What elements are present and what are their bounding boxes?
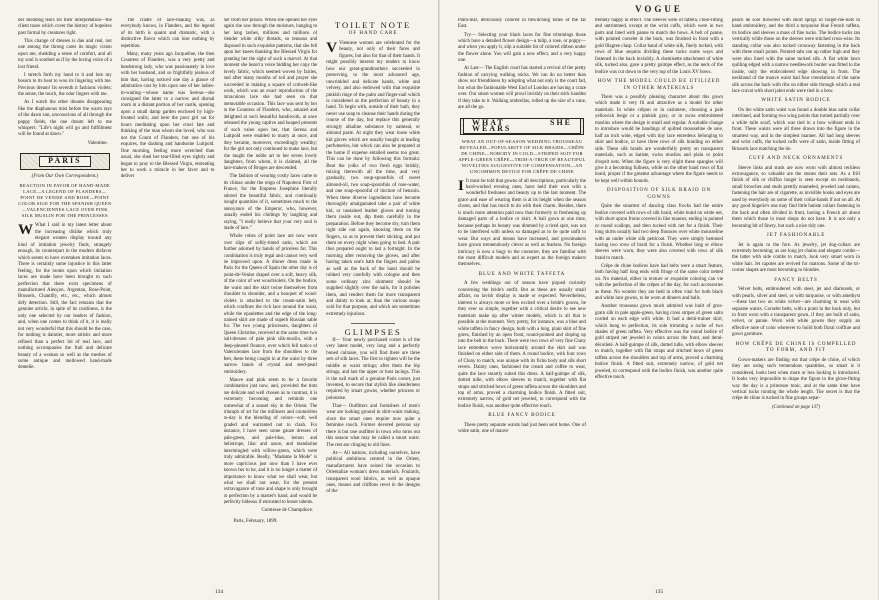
paragraph: If— Your newly purchased corset is of the very latest model, very long and a perfectly boned cuirasse, you will find there are three sets of silk laces. The first to tighten will be the middle or waist strings; after them the hip strings, and last the upper or bust lacings. This is the nail mark of a genuine Paris corset, just invented, to secure that stylish like slenderness required by smart gowns, whether princess or polonaise.	[326, 337, 420, 401]
left-column-2	[121, 18, 215, 580]
left-column-3	[224, 18, 318, 580]
paragraph: The fashion of wearing costly laces came to its climax under the reign of Napoleon First of France, for the Empress Josephine literally adored the beautiful fabric, and continually bought quantities of it, sometimes much to the annoyance of the Emperor, who, however, usually ended his chidings by laughing and saying, "I really believe that your very soul is made of lace."	[223, 174, 318, 232]
paragraph: Sleeve links and studs are now worn with almost reckless extravagance, so valuable are the stones their sets. As a frill finish of silk or chiffon longer is seen except on neckbands, small brooches and studs prettily enameled, jeweled and cameo, fastening the hair are of cigarette, as invisible hooks and eyes are used by everybody on some of their collar-bands if not on all. At any good lingerie's one may find little batiste collars fastening in the back and often divided in front, having a French air about them which those in most shops do not have. It is not only a becoming bit of finery, but such a nice tidy one.	[732, 165, 860, 229]
paragraph: At Last— The English court has started a revival of the pretty fashion of carrying walking sticks. We can do no better than show our friendliness by adopting what not only is the court fad, but what the fashionable West End of London are having a craze over. Our smart women will prowl lavishly on their stick handles if they take to it. Walking umbrellas, rolled up the size of a cane, are all the go.	[458, 66, 586, 111]
paragraph: Whole robes of point lace are now worn over slips of softly-tinted satin, which are further adorned by bands of priceless fur. This combination is truly regal and cannot very well be improved upon. A dinner dress made in Paris for the Queen of Spain the other day is of point-de-Venise draped over a soft, heavy silk, of the color of wet woodviolets. On the bodice, the waist and the skirt twine themselves from shoulder to shoulder, and a bouquet of wood-violets is attached to the cream-satin belt, which confines the rich lace around the waist, while the epaulettes and the edge of the long-trained skirt are made of superb Russian sable fur. The two young princesses, daughters of Queen Christine, received at the same time two ball-dresses of pale pink silk-muslin, with a deep-pleated flounce, over which fell tunics of Valenciennes lace from the shoulders to the feet, these being caught in at the waist by three narrow bands of crystal and seed-pearl embroidery.	[223, 234, 318, 375]
paragraph: Many, many years ago Jacqueline, the then Countess of Flanders, was a very pretty and headstrong lady, who was passionately in love with her husband, and so frightfully jealous of him that, having noticed one day a glance of admiration cast by him upon one of her ladies-in-waiting—whose name was Serena—she consigned the latter to a narrow and dismal room in a distant portion of her castle, opening upon a small damp garden enclosed by high-fronted walls; and here the poor girl sat for hours meditating upon her cruel fate and thinking of the man whom she loved, who was not the Count of Flanders, but one of his esquires, the dashing and handsome Luitpold. One morning, feeling more wretched than usual, she shed her tear-filled eyes rightly and began to pray to the Blessed Virgin, entreating her to work a miracle in her favor and to deliver	[120, 51, 215, 180]
section-title-silk-braid: DISPOSITION OF SILK BRAID ON GOWNS	[606, 188, 712, 200]
divider	[351, 323, 395, 324]
section-title-white-satin: WHITE SATIN BODICE	[761, 98, 831, 104]
paragraph: Another trousseau gown much admired was built of gros-grain silk in pale apple-green, having cross stripes of green satin corded on each edge with white. It had a demi-trainer skirt, which hung to perfection, its sole trimming a ruche of two shades of green taffeta. Very effective was the round bodice of gold striped net jeweled in colors across the front, and demi-décolleté. A half-guimpe of silk, dotted tulle, with elbow sleeves to match, together with flat straps and stitched bows of green taffeta across the shoulders and top of arms, proved a charming bodice finish. A fitted suit, extremely narrow, of gold net jeweled, to correspond with the bodice finish, was another quite effective touch.	[595, 304, 723, 381]
section-title-crepe-de-chine: HOW CRÊPE DE CHINE IS COMPELLED TO FORM, AND FIT	[735, 341, 857, 354]
paragraph	[18, 223, 112, 371]
right-column-3	[732, 18, 860, 580]
left-column-1	[18, 18, 112, 580]
blue-fancy-bodice-title: BLUE FANCY BODICE	[488, 413, 556, 419]
left-page-columns	[18, 18, 420, 580]
paragraph: There was a possibly pleasing character about this gown which made it very fit and attractive as a model for other materials. In white crêpon or in cashmere, choosing a pale yellowish beige or a pinkish gray, or in swiss embroidered muslins where the design is small and regular. A suitable change to introduce would be bandings of quilted mousseline de soie, half an inch wide, edged with tiny lace entredeux belonging to skirt and bodice, or have three rows of silk braiding on either side. These silk braids are wonderfully pretty on transparent materials, such as batiste, swiss muslins and plain or point d'esprit nets. When the figure is very slight these spangles will give it a becoming fullness, while on the other hand rows of flat braid, proper if the greatest advantage where the figure needs to be kept well within bounds.	[595, 94, 723, 184]
section-title-cuff-neck: CUFF AND NECK ORNAMENTS	[748, 156, 844, 162]
section-title-utilized: HOW THE MODEL COULD BE UTILIZED IN OTHER MATERIALS	[597, 79, 721, 91]
paragraph: On the white satin waist was found a double bias satin collar interlined, and forming two wing points that turned partially over a white tulle scarf, which was tied in a bow without ends in front. These waists were all three drawn into the figure in the smartest way, and in the simplest manner. All had long sleeves and wrist cuffs, the tucked cuffs were of satin, inside fitting of Brussels lace matching the tie.	[732, 107, 860, 152]
correspondent-line: (From Our Own Correspondent.)	[31, 173, 99, 179]
paragraph-text: What I said in my latest letter about the increasing dislike which truly elegant women display toward any kind of imitation jewelry finds, strangely enough, its counterpart in the modern disfavor which seems to have overtaken imitation laces. There is certainly some injustice in this latter feeling, for the looms upon which imitation laces are made have been brought to such perfection that there exist specimens of manufactured Alençon, Argentan, Rose-Point, Brussels, Chantilly, etc., etc., which almost defy detection. Still, the fact remains that the genuine article, in spite of its costliness, is the only one selected by our leaders of fashion, and, when one comes to think of it, it is really not very wonderful that this should be the case, for nothing is daintier, more artistic and more refined than a perfect bit of real lace, and nothing accompanies the frail and delicate beauty of a woman so well as the meshes of some antique and mellowed hand-made dentelle.	[18, 223, 112, 371]
paragraph	[458, 179, 586, 269]
paragraph: A few weddings out of season have piqued curiosity concerning the bride's outfit. But as these are usually small affairs, no lavish display is made or expected. Nevertheless, interest is always more or less excited over a bride's gowns, be they ever so simple, together with a critical desire to see new materials make up after winter models, which is all that is possible at the moment. Very pretty, for instance, was a blue and white taffeta in fancy design, built with a long, plain skirt of fine gores, finished by an open front, round-pointed and sloping up into the belt in the back. There were two rows of very fine Cluny lace entredeux wove horizontally around the skirt and was finished on either side of them. A round bodice, with four rows of Cluny to match, was unique with its fichu body and silk short revers. Dainty ones, fashioned the cream and coffee to wear, quite the lace smartly suited this dress. A half-guimpe of silk, dotted tulle, with elbow sleeves to match, together with flat straps and stitched bows of green taffeta across the shoulders and top of arms, proved a charming bodice finish. A fitted suit, extremely narrow, of gold net jeweled, to correspond with the bodice finish, was another quite effective touch.	[458, 281, 586, 409]
dropcap: W	[18, 222, 33, 239]
right-page	[439, 0, 878, 600]
paragraph: At— All nations, including ourselves, have political ambitions centred in the Orient, manufacturers have seized the occasion to Orientalize woman's dress materials. Foulards, transparent wool fabrics, as well as opaque ones, tissues and chiffons revel in the designs of the	[326, 450, 420, 495]
continued-note: (Continued on page 137)	[771, 404, 821, 410]
paragraph: Crêpe de chine bodices have had belts were a smart feature, both having half long ends with fringe of the same color netted on. No material, either in texture or exquisite coloring can vie with the perfection of the crêpes of the day, for such accessories as these. No wonder they are held in often vital for both black and white lace gowns, to be worn at dinners and balls.	[595, 263, 723, 302]
paragraph-text: It must be told that gowns of all descriptions, particularly the hard-worked evening ones, have held their own with a wonderful freshness and beauty up to the last moment. The grace and ease of wearing them is at its height when the season closes, and that has much to do with their charm. Besides, there is much more attention paid now than formerly to freshening up damaged parts of a bodice or skirt. A ball gown at one time, because perhaps its beauty was dimmed by a tired spot, was not to be interfered with unless so damaged as to be quite unfit to wear. But ways and means have increased, and gownmakers have grown tremendously clever as well as fearless. No foreign intricacy is now a bogy to the couturier, they are familiar with the most difficult models and as expert as the foreign makers themselves.	[458, 178, 586, 268]
paragraph: The cradle of lace-making was, as everybody knows, in Flanders, and the legend of its birth is quaint and dramatic, with a distinctive flavor which can lose nothing by repetition.	[120, 18, 215, 49]
paragraph: Quite the smartest of dancing class frocks had the entire bodice covered with rows of silk braid, white braid on white net, with short apron fronts covered in like manner, ending in pointed or round scallops, and then tucked with net for a finish. Their long skirts usually had two deep flounces over white mousseline with an under white silk petticoat. They were simply hemmed having two rows of braid for a finish. Whether long or elbow sleeves were worn, they were also covered with rows of silk braid to match.	[595, 204, 723, 261]
paris-summary-caps: REACTION IN FAVOR OF HAND-MADE LACE—A LEGEND OF FLANDERS—POINT DE VENISE AND ROSE—POINT COLOR SIGE FOR THE SPANISH QUEEN—VALENCIENNES LACE OVER PINK SILK MUSLIN FOR THE PRINCESSES	[18, 183, 112, 219]
toilet-note-title: TOILET NOTE	[335, 20, 412, 30]
page-number-right: 135	[654, 589, 664, 595]
paragraph: tremely happy in effect. The sleeves were of taffeta, close-fitting and untrimmed, except at the wrist cuffs, which were in two parts and lined with panne to match the bows. A belt of panne, with pointed corselet in the back, was finished in front with a gold filagree clasp. Collar band of white silk, finely tucked, with rows of blue sequins dividing these tucks some ways and fastened in the back invisibly. A chemisette attachment of white silk, tucked also, gave a pretty guimpe effect, as the neck of the bodice was cut down to the very top of the Louis XV bows.	[595, 18, 723, 75]
paragraph: Velvet belts, embroidered with steel, jet and diamonds, or with pearls, silver and steel, or with turquoise, or with amethyst—these last two on white velvet—are charming to wear with separate waists. Corselet belts, with a point in the back only, but in front worn with a transparent gown, if they are built of satin, velvet, or panne. Worn with white gowns they supply an effective note of color wherever to build both floral coiffure and gown garniture.	[732, 287, 860, 338]
paragraph: Gown-makers are finding out that crêpe de chine, of which they are using such tremendous quantities, so smart is it considered, looks best when more or less looking is introduced. It looks very impossible to drape the figure in the glove-fitting way the day is a princesse tunic, and at the same time have vertical tucks running the whole length. The secret is that the crêpe de chine is tucked in fine groups separ-	[732, 357, 860, 402]
what-she-wears-summary: WHAT AN OUT-OF-SEASON WEDDING TROUSSEAU REVEALED—POPULARITY OF SILK BRAIDS—CRÊPE DE CHINE—NOBODY IN COLD—STRIPED SUIT FOR APPLE-GREEN CRÊPE—TRIM-A-TRUB OF BEAUTIFUL NOVELTIES SUGGESTIVE OF COMPENSATION—AN UNCOMMON DEVICE FOR CRÊPE DE CHINE	[458, 138, 586, 174]
vogue-masthead: VOGUE	[635, 4, 683, 14]
blue-white-taffeta-title: BLUE AND WHITE TAFFETA	[478, 271, 566, 277]
paragraph: This change of dresses is due and real, not one among the throng cares its magic vision upon me, shedding a sense of comfort, and all my soul is soothed as if by the loving voice of a lost friend.	[18, 38, 112, 70]
right-column-2	[595, 18, 723, 580]
left-page	[0, 0, 439, 600]
dropcap: V	[326, 39, 338, 56]
signature-valentine: Valentine.	[87, 140, 108, 146]
what-she-wears-heading: WHAT SHE WEARS	[463, 118, 581, 135]
paragraph: I stretch forth my hand to it and lure my bosom to its heat to woo its lingering with me. Precious dream! Its seventh it fashions violets; the sense, the touch, the odor lingers with me.	[18, 72, 112, 98]
paragraph: Palm-leaf, deliciously colored in bewitching tones of the far East.	[458, 18, 586, 30]
paragraph: That— Outfitters and furnishers of men's wear are looking ground in shirt-waist making, since the smart ones require now quite a feminine touch. Former devoted persons say there is but one outfitter in town who turns out this season what may be called a smart waist. The rest are clinging to old lines.	[326, 403, 420, 448]
paragraph: Mauve and pink seem to be a favorite combination just now, and, provided the tints are delicate and well chosen as to contrast, it is extremely becoming and reminds one somewhat of a sunset sky in the Orient. The triumph of art for the milliners and couturières to-day is the blending of colors—soft, well graded and warranted not to clash. For instance, I have seen some gauze dresses of pale-green, and pale-blue, lemon and heliotrope, lilac and azure, and mandarine intermingled with willow-green, which were truly admirable. Really, "Madame la Mode" is more capricious just now than I have ever known her to be, and it is no longer a matter of importance to know what we shall wear, but what we shall not wear, for the present extravagance of tone and shape is only brought to perfection by a master's hand, and would be perfectly hideous if entrusted to lesser talents.	[223, 377, 318, 506]
left-column-4	[326, 18, 420, 580]
what-she-wears-ornament	[460, 118, 584, 135]
signature-champdoce: Comtesse de Champdoce.	[261, 508, 314, 514]
paragraph: Jet is again to the fore. As jewelry, jet dog-collars are extremely becoming; as are long jet chains and elegant combs—the latter with side combs to match, look very smart worn in white hair. Jet capotes are revived for matrons. Some of the tri-corner shapes are most becoming to blondes.	[732, 242, 860, 274]
section-title-fancy-belts: FANCY BELTS	[774, 277, 818, 283]
paris-heading-ornament	[20, 153, 110, 170]
section-title-jet: JET FASHIONABLE	[766, 233, 826, 239]
paragraph	[326, 41, 420, 318]
toilet-note-subtitle: OF HAND CARE	[348, 31, 398, 37]
dropcap: I	[458, 177, 464, 194]
glimpses-title: GLIMPSES	[344, 327, 402, 338]
paragraph: These pretty separate waists had just been sent home. One of white satin, one of mauve	[458, 422, 586, 435]
right-column-1	[458, 18, 586, 580]
page-number-left: 134	[214, 589, 224, 595]
paragraph: der shedding tears for their interpretation—the client taxes which cover the history of hopeless past formal by creatures right.	[18, 18, 112, 36]
dateline: Paris, February, 1899.	[233, 518, 278, 524]
paris-heading: PARIS	[39, 156, 90, 166]
paragraph: Try— Selecting your black laces for fine trimmings those which have a detailed flower design—a tulip, a rose, or poppy—and when you apply it, slip a suitable bit of colored ribbon under the flower alone. You will gain a new effect, and a very happy one.	[458, 32, 586, 64]
paragraph: peach de soie flowered with short sprigs of forget-me-nots in hand embroidery, and the third a turquoise blue French taffeta, its bodice and sleeves a mass of fine tucks. The bodice tucks ran vertically while those on the sleeves were stitched cross-wise. Its standing collar was also tucked crossway fastening in the back with three small points. Pointed tabs ran up rather high and they were also lined with the same tucked silk. A flat white lawn quilling edged with a narrow needlework border was fitted to the inside, only the embroidered edge showing in front. The neckband of the mauve waist had four crenelations of the same silk across the back with ribs on either side through which a real lace cravat with short jabot ends were tied in a bow.	[732, 18, 860, 94]
paragraph: her from her prison. When she opened her eyes again she saw through the moisture, hanging to her long lashes, millions and millions of slender white silky threads, so tenuous and disposed in such exquisite patterns, that she fell upon her knees thanking the Blessed Virgin for granting her the sight of such a marvel. At that moment she heard a voice bidding her copy the lovely fabric, which seemed woven by fairies, and after many months of toil and prayer she succeeded in making a square of cobweb-like work, which was an exact reproduction of the miraculous lace she had seen on that memorable occasion. This lace was sent by her to the Countess of Flanders, who, amazed and delighted at such beautiful handiwork, at once released the young captive and heaped presents of such value upon her, that Serena and Luitpold were enabled to marry at once, and they became, moreover, exceedingly wealthy; for the girl not only continued to make lace, but she taught the noble art to her seven lovely daughters, from whom, it is claimed, all the lace-makers of Bruges are descended.	[223, 18, 318, 172]
paragraph: As I watch the other dreams disappearing like the diaphanous mist before the warm rays of the dawn sun, unconscious of all through the poppy fields, the one dream left to me whispers: "Life's night will go and fulfillment will be found at dawn."	[18, 100, 112, 138]
paragraph-text: Viennese women are celebrated for the beauty, not only of their faces and figures, but also for that of their hands. It might possibly interest my readers to know how our great-grandmothers succeeded in preserving, to the most advanced age, unwrinkled and delicate hands, white and velvety, and also endowed with that exquisite pinkish tinge of the palm and finger-nail which is considered as the perfection of beauty in a hand. To begin with, outside of their bath, they never use soap to cleanse their hands during the course of the day, but replace this generally strongly alkaline substance by oatmeal, or almond paste. At night they wear loose white kid gloves which are usually bought at leading perfumeries, but which can also be prepared at the home if expense entailed seems too great. This can be done by following this formula: Beat the yolks of two fresh eggs briskly, mixing therewith all the time, and very gradually, two soup-spoonfuls of sweet almond-oil, two soup-spoonfuls of rose-water, and one soup-spoonful of tincture of benzoin. When these diverse ingredients have become thoroughly amalgamated take a pair of white kid, or unstained leather gloves and turning them inside out, dip them carefully in the preparation. Before they become dry, turn them right side out again, knowing them on the fingers, so as to prevent their sticking, and put them on every night when going to bed. A pair thus prepared ought to last a fortnight. In the morning after removing the gloves, and after having taken one's bath the fingers and palms as well as the back of the hand should be rubbed very carefully with cologne and then some ordinary zinc ointment should be supplied slightly over the nails, for it polishes them, and renders them far more transparent and dainty to look at, than the various soaps sold for that purpose, and which are sometimes extremely injurious.	[326, 40, 420, 317]
right-page-columns	[458, 18, 860, 580]
